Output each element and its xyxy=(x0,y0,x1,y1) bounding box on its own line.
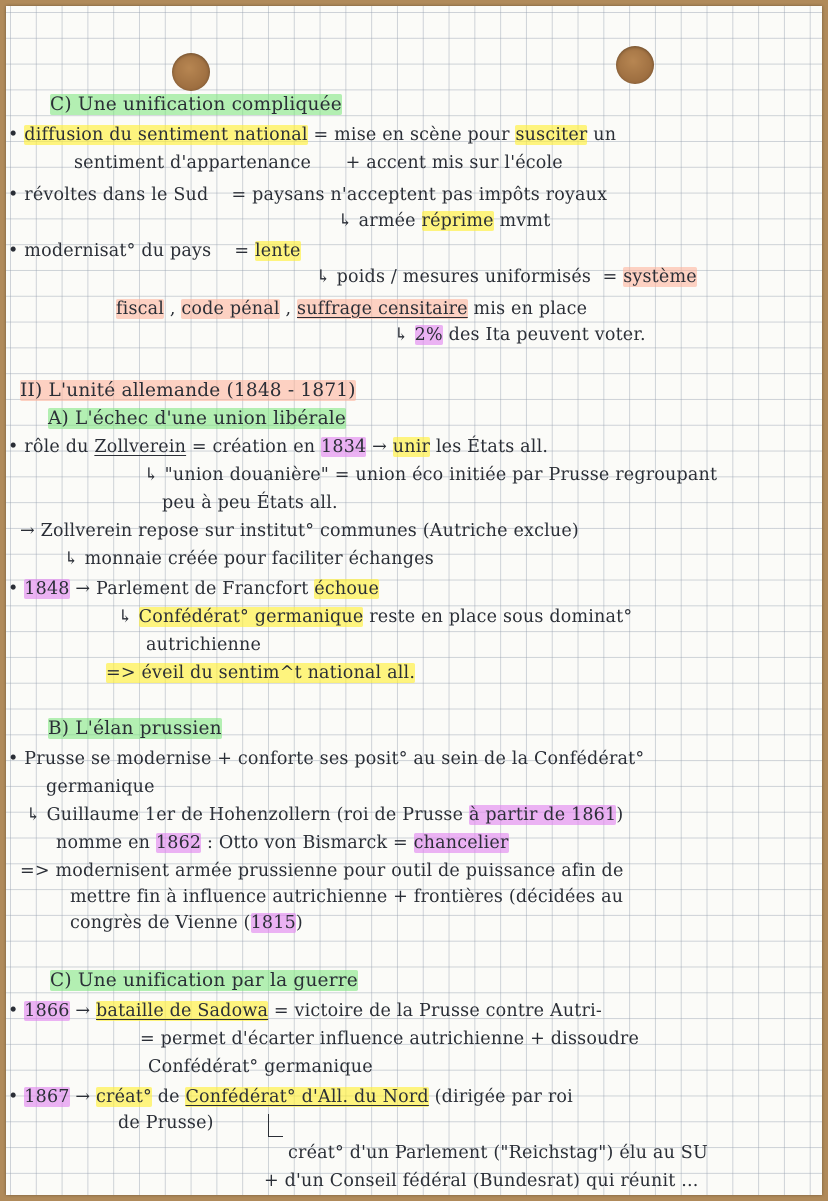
line: ↳ poids / mesures uniformisés = système xyxy=(316,267,697,287)
line: nomme en 1862 : Otto von Bismarck = chancelier xyxy=(56,833,509,853)
section-title-c-compliquee: C) Une unification compliquée xyxy=(50,94,342,115)
line: • 1867 → créat° de Confédérat° d'All. du Nord (dirigée par roi xyxy=(8,1087,573,1107)
line: • révoltes dans le Sud = paysans n'acceptent pas impôts royaux xyxy=(8,185,608,205)
line: congrès de Vienne (1815) xyxy=(70,913,303,933)
line: ↳ armée réprime mvmt xyxy=(338,211,551,231)
line: germanique xyxy=(46,777,155,797)
line: ↳ 2% des Ita peuvent voter. xyxy=(394,325,646,345)
line: → Zollverein repose sur institut° communes (Autriche exclue) xyxy=(20,521,579,541)
line: • Prusse se modernise + conforte ses posit° au sein de la Confédérat° xyxy=(8,749,645,769)
conclusion-line: => éveil du sentim^t national all. xyxy=(106,663,416,683)
line: autrichienne xyxy=(146,635,262,655)
subsection-title-guerre: C) Une unification par la guerre xyxy=(50,970,358,991)
line: mettre fin à influence autrichienne + frontières (décidées au xyxy=(70,887,624,907)
line: de Prusse) xyxy=(118,1113,214,1133)
line: Confédérat° germanique xyxy=(148,1057,373,1077)
line: ↳ Confédérat° germanique reste en place sous dominat° xyxy=(118,607,633,627)
notebook-page xyxy=(6,6,822,1195)
subsection-title-echec: A) L'échec d'une union libérale xyxy=(48,408,347,429)
line: • diffusion du sentiment national = mise en scène pour susciter un xyxy=(8,125,617,145)
subsection-title-elan-prussien: B) L'élan prussien xyxy=(48,718,222,739)
line: sentiment d'appartenance + accent mis sur l'école xyxy=(74,153,563,173)
line: => modernisent armée prussienne pour outil de puissance afin de xyxy=(20,861,624,881)
line: peu à peu États all. xyxy=(162,493,338,513)
bracket-arrow xyxy=(268,1114,283,1137)
binder-hole-left xyxy=(172,53,210,91)
line: = permet d'écarter influence autrichienne + dissoudre xyxy=(140,1029,640,1049)
line: ↳ monnaie créée pour faciliter échanges xyxy=(64,549,434,569)
line: • 1866 → bataille de Sadowa = victoire de la Prusse contre Autri- xyxy=(8,1001,603,1021)
line: • 1848 → Parlement de Francfort échoue xyxy=(8,579,380,599)
line: + d'un Conseil fédéral (Bundesrat) qui réunit ... xyxy=(264,1171,699,1191)
section-title-unite-allemande: II) L'unité allemande (1848 - 1871) xyxy=(20,380,356,401)
line: fiscal , code pénal , suffrage censitaire mis en place xyxy=(116,299,588,319)
line: • rôle du Zollverein = création en 1834 → unir les États all. xyxy=(8,437,549,457)
binder-hole-right xyxy=(616,46,654,84)
line: créat° d'un Parlement ("Reichstag") élu au SU xyxy=(288,1143,708,1163)
line: ↳ "union douanière" = union éco initiée par Prusse regroupant xyxy=(144,465,718,485)
line: • modernisat° du pays = lente xyxy=(8,241,301,261)
line: ↳ Guillaume 1er de Hohenzollern (roi de Prusse à partir de 1861) xyxy=(26,805,624,825)
